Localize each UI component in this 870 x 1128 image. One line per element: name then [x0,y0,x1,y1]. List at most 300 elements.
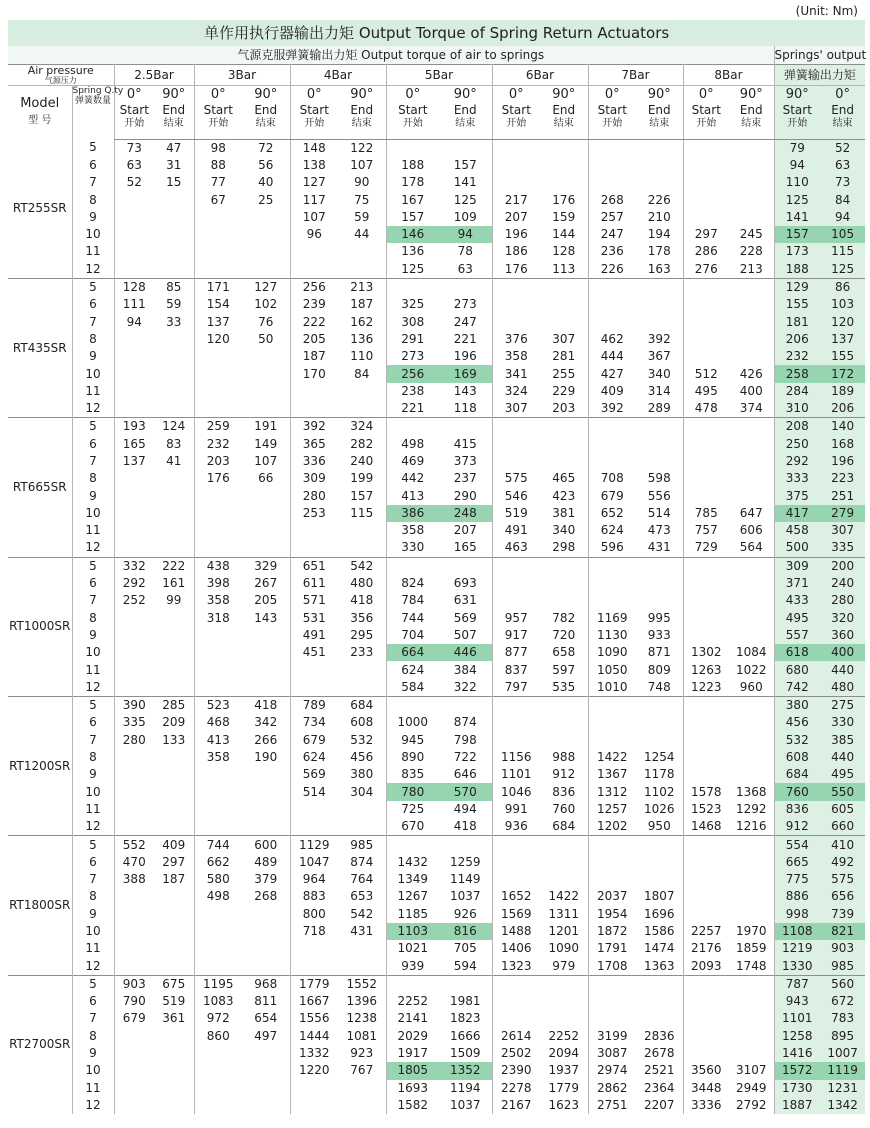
torque-cell: 176 [194,470,242,487]
torque-cell: 800 [290,906,338,923]
torque-cell [242,348,290,365]
torque-cell: 94 [820,209,865,226]
torque-cell: 725 [386,801,439,818]
torque-cell: 167 [386,191,439,208]
torque-cell: 531 [290,610,338,627]
torque-cell: 168 [820,436,865,453]
torque-cell [194,261,242,279]
torque-cell [242,923,290,940]
torque-cell [729,732,774,749]
torque-cell: 662 [194,854,242,871]
spring-qty-cell: 6 [72,296,114,313]
torque-cell: 159 [552,209,576,224]
spring-qty-cell: 9 [72,766,114,783]
torque-cell: 268 [588,191,636,208]
torque-cell: 309 [774,557,820,575]
torque-cell: 297 [683,226,729,243]
torque-cell: 2252 [548,1028,580,1043]
torque-cell [492,139,540,157]
torque-cell: 2502 [492,1045,540,1062]
torque-cell: 936 [492,818,540,836]
torque-cell: 945 [386,732,439,749]
torque-cell: 760 [774,783,820,800]
torque-cell [154,783,194,800]
spring-qty-cell: 12 [72,400,114,418]
torque-cell [636,975,683,993]
torque-cell: 631 [453,593,477,608]
table-row [8,610,865,627]
torque-cell [114,539,154,557]
spring-qty-cell: 12 [72,818,114,836]
torque-cell [290,243,338,260]
torque-cell: 988 [552,750,576,765]
spring-qty-cell: 11 [72,522,114,539]
torque-cell: 96 [290,226,338,243]
torque-cell: 238 [386,383,439,400]
torque-cell [114,906,154,923]
torque-cell: 2141 [386,1010,439,1027]
torque-cell: 187 [162,872,186,887]
table-subtitle: 气源克服弹簧输出力矩 Output torque of air to springs [8,46,774,65]
torque-cell: 463 [492,539,540,557]
torque-cell: 63 [114,157,154,174]
torque-cell: 335 [114,714,154,731]
torque-cell [242,801,290,818]
torque-cell: 226 [588,261,636,279]
torque-cell [338,661,386,678]
table-row [8,383,865,400]
torque-cell [386,557,439,575]
torque-cell: 257 [588,209,636,226]
start-label: Start [299,103,329,117]
torque-cell [729,766,774,783]
torque-cell: 209 [162,715,186,730]
torque-cell [154,679,194,697]
torque-cell: 809 [647,662,671,677]
torque-cell: 199 [350,471,374,486]
torque-cell: 232 [194,436,242,453]
torque-cell: 1257 [588,801,636,818]
torque-cell: 596 [588,539,636,557]
torque-cell [114,627,154,644]
torque-cell: 240 [350,453,374,468]
torque-cell [114,226,154,243]
torque-cell: 836 [774,801,820,818]
torque-cell [729,592,774,609]
torque-cell: 597 [552,662,576,677]
torque-cell: 15 [166,175,182,190]
table-row [8,957,865,975]
torque-cell [114,1028,154,1045]
torque-cell: 413 [386,487,439,504]
torque-cell: 52 [114,174,154,191]
angle-header: 90° [254,87,278,102]
torque-cell: 523 [194,697,242,715]
torque-cell: 77 [194,174,242,191]
air-pressure-label-cn: 气源压力 [44,76,77,85]
torque-cell: 102 [254,297,278,312]
torque-cell: 72 [258,140,274,155]
torque-cell [729,418,774,436]
torque-cell [729,575,774,592]
spring-qty-cell: 6 [72,157,114,174]
angle-header: 0° [290,86,338,104]
torque-cell: 259 [194,418,242,436]
torque-cell: 298 [552,540,576,555]
end-label-cn: 结束 [649,118,670,129]
torque-cell: 342 [254,715,278,730]
torque-cell: 431 [647,540,671,555]
torque-cell [636,313,683,330]
torque-cell: 228 [739,244,763,259]
torque-cell: 279 [820,505,865,522]
torque-cell: 560 [820,975,865,993]
torque-cell: 1748 [735,958,767,973]
torque-cell: 1474 [643,941,675,956]
torque-cell: 742 [774,679,820,697]
torque-cell [114,1045,154,1062]
angle-header: 0° [588,86,636,104]
torque-cell: 140 [820,418,865,436]
torque-cell: 1509 [449,1046,481,1061]
torque-cell: 426 [739,366,763,381]
torque-cell: 307 [820,522,865,539]
torque-cell: 557 [774,627,820,644]
end-header [729,103,774,139]
torque-cell: 1169 [588,610,636,627]
torque-cell [683,592,729,609]
torque-cell [114,331,154,348]
torque-cell: 273 [386,348,439,365]
table-row [8,1045,865,1062]
torque-cell: 1101 [492,766,540,783]
torque-cell: 542 [338,557,386,575]
start-label: Start [597,103,627,117]
torque-cell [194,818,242,836]
torque-cell [242,383,290,400]
torque-cell: 221 [453,331,477,346]
torque-cell: 203 [552,401,576,416]
torque-cell [683,1028,729,1045]
torque-cell [242,522,290,539]
torque-cell [492,453,540,470]
spring-qty-cell: 8 [72,191,114,208]
torque-cell [492,871,540,888]
torque-cell: 470 [114,854,154,871]
torque-cell [114,243,154,260]
spring-qty-cell: 5 [72,418,114,436]
table-row [8,400,865,418]
torque-cell [492,1010,540,1027]
torque-cell: 103 [820,296,865,313]
torque-cell: 462 [588,331,636,348]
torque-cell: 991 [492,801,540,818]
torque-cell [588,278,636,296]
torque-cell [636,697,683,715]
table-row [8,191,865,208]
torque-cell [114,888,154,905]
spring-qty-cell: 11 [72,1080,114,1097]
torque-cell: 708 [588,470,636,487]
torque-cell [338,801,386,818]
torque-cell: 213 [739,261,763,276]
torque-cell [242,644,290,661]
torque-cell: 1220 [290,1062,338,1079]
torque-cell: 307 [492,400,540,418]
spring-qty-cell: 6 [72,993,114,1010]
torque-cell: 25 [258,192,274,207]
torque-cell: 40 [258,175,274,190]
torque-cell: 883 [290,888,338,905]
torque-cell [588,453,636,470]
torque-cell: 1730 [774,1080,820,1097]
torque-cell [588,836,636,854]
torque-cell: 291 [386,331,439,348]
torque-cell: 816 [439,923,492,940]
torque-cell [194,1097,242,1114]
torque-cell: 157 [453,157,477,172]
torque-cell: 943 [774,993,820,1010]
torque-cell: 3107 [735,1063,767,1078]
spring-qty-cell: 8 [72,470,114,487]
torque-cell: 73 [820,174,865,191]
torque-cell: 611 [290,575,338,592]
torque-cell [540,313,588,330]
torque-cell [242,783,290,800]
torque-cell: 440 [820,749,865,766]
angle-header: 0° [386,86,439,104]
torque-cell [386,139,439,157]
torque-cell [154,1097,194,1114]
torque-cell [194,801,242,818]
torque-cell: 494 [453,801,477,816]
torque-cell [492,697,540,715]
torque-cell: 223 [820,470,865,487]
torque-cell: 704 [386,627,439,644]
torque-cell: 1102 [643,784,675,799]
torque-cell [154,487,194,504]
torque-cell: 575 [820,871,865,888]
torque-cell: 137 [820,331,865,348]
torque-cell: 1332 [290,1045,338,1062]
torque-cell: 748 [647,679,671,694]
torque-cell [540,453,588,470]
torque-cell: 146 [386,226,439,243]
torque-cell [636,174,683,191]
torque-cell: 113 [552,261,576,276]
spring-qty-cell: 7 [72,732,114,749]
angle-header: 90° [162,87,186,102]
torque-cell: 188 [386,157,439,174]
pressure-header-6bar: 6Bar [492,65,588,86]
torque-cell: 860 [194,1028,242,1045]
torque-cell [683,1045,729,1062]
springs-output-header: Springs' output [774,46,865,65]
torque-cell: 125 [820,261,865,279]
torque-cell: 314 [647,383,671,398]
torque-cell: 532 [774,732,820,749]
torque-cell [588,174,636,191]
torque-cell: 245 [739,227,763,242]
torque-cell [154,470,194,487]
torque-cell: 149 [254,436,278,451]
torque-cell: 161 [162,576,186,591]
torque-cell [540,575,588,592]
torque-cell: 86 [820,278,865,296]
torque-cell: 324 [338,418,386,436]
torque-cell: 330 [820,714,865,731]
torque-cell: 203 [194,453,242,470]
torque-cell: 1259 [449,854,481,869]
torque-cell [636,557,683,575]
torque-cell: 67 [194,191,242,208]
torque-cell: 309 [290,470,338,487]
table-row [8,923,865,940]
table-body [8,139,865,1114]
torque-cell: 275 [820,697,865,715]
table-row [8,157,865,174]
end-header [242,103,290,139]
spring-qty-cell: 12 [72,1097,114,1114]
torque-cell [154,243,194,260]
torque-cell: 83 [166,436,182,451]
torque-cell [154,331,194,348]
torque-cell: 239 [290,296,338,313]
torque-cell [194,627,242,644]
torque-cell [114,1062,154,1079]
torque-cell: 498 [194,888,242,905]
torque-cell: 514 [647,505,671,520]
torque-cell: 308 [386,313,439,330]
torque-cell [194,906,242,923]
torque-cell [492,993,540,1010]
torque-cell: 148 [290,139,338,157]
torque-cell: 417 [774,505,820,522]
torque-cell [154,818,194,836]
torque-cell: 1083 [194,993,242,1010]
torque-cell [386,418,439,436]
torque-cell: 1805 [386,1062,439,1079]
torque-cell [154,627,194,644]
torque-cell: 744 [194,836,242,854]
torque-cell [338,522,386,539]
torque-cell [242,1080,290,1097]
torque-cell: 1791 [588,940,636,957]
torque-cell [290,1097,338,1114]
torque-cell: 79 [774,139,820,157]
table-row [8,436,865,453]
torque-cell: 456 [774,714,820,731]
start-header [290,103,338,139]
torque-cell: 78 [457,244,473,259]
table-row [8,732,865,749]
torque-cell [492,418,540,436]
torque-cell: 1523 [683,801,729,818]
torque-cell: 1696 [643,906,675,921]
torque-cell: 155 [820,348,865,365]
model-cell: RT435SR [8,278,72,417]
torque-cell: 330 [386,539,439,557]
torque-cell [290,522,338,539]
spring-qty-cell: 5 [72,836,114,854]
torque-cell: 281 [552,349,576,364]
torque-cell [729,313,774,330]
table-row [8,557,865,575]
torque-cell: 877 [492,644,540,661]
start-header [114,103,154,139]
torque-cell: 917 [492,627,540,644]
torque-cell [683,1010,729,1027]
torque-cell [729,453,774,470]
torque-cell [683,627,729,644]
torque-cell [540,1010,588,1027]
torque-cell: 297 [162,854,186,869]
torque-cell [683,191,729,208]
torque-cell [492,157,540,174]
torque-cell: 1178 [643,767,675,782]
torque-cell [154,226,194,243]
torque-cell: 360 [820,627,865,644]
torque-cell: 895 [820,1028,865,1045]
torque-cell: 143 [254,610,278,625]
torque-cell: 165 [453,540,477,555]
torque-cell: 1022 [735,662,767,677]
torque-cell [540,592,588,609]
torque-cell [729,191,774,208]
torque-cell: 115 [820,243,865,260]
start-label-cn: 开始 [208,118,229,129]
end-label: End [552,103,576,117]
torque-cell: 255 [552,366,576,381]
torque-cell: 157 [774,226,820,243]
angle-header: 0° [683,86,729,104]
torque-cell: 665 [774,854,820,871]
torque-cell: 200 [820,557,865,575]
torque-cell: 290 [453,488,477,503]
torque-cell: 1887 [774,1097,820,1114]
torque-cell [338,243,386,260]
torque-cell: 1586 [643,924,675,938]
torque-cell: 1368 [735,784,767,799]
spring-qty-header [72,86,124,140]
torque-cell: 679 [290,732,338,749]
torque-cell: 169 [439,365,492,382]
torque-cell [588,296,636,313]
table-row [8,592,865,609]
end-label-cn: 结束 [455,118,476,129]
torque-cell [194,383,242,400]
torque-cell: 213 [338,278,386,296]
torque-cell: 292 [774,453,820,470]
torque-cell [683,348,729,365]
pressure-header-4bar: 4Bar [290,65,386,86]
angle-header: 90° [552,87,576,102]
torque-cell [588,139,636,157]
torque-cell: 361 [162,1011,186,1026]
torque-cell: 285 [154,697,194,715]
start-header [194,103,242,139]
torque-cell [242,226,290,243]
spring-qty-cell: 8 [72,888,114,905]
torque-cell [114,505,154,522]
torque-cell [492,732,540,749]
torque-cell [114,766,154,783]
air-pressure-label: Air pressure [27,64,94,77]
torque-cell: 1046 [492,783,540,800]
torque-cell [242,209,290,226]
torque-cell: 1026 [643,801,675,816]
torque-cell: 341 [492,365,540,382]
